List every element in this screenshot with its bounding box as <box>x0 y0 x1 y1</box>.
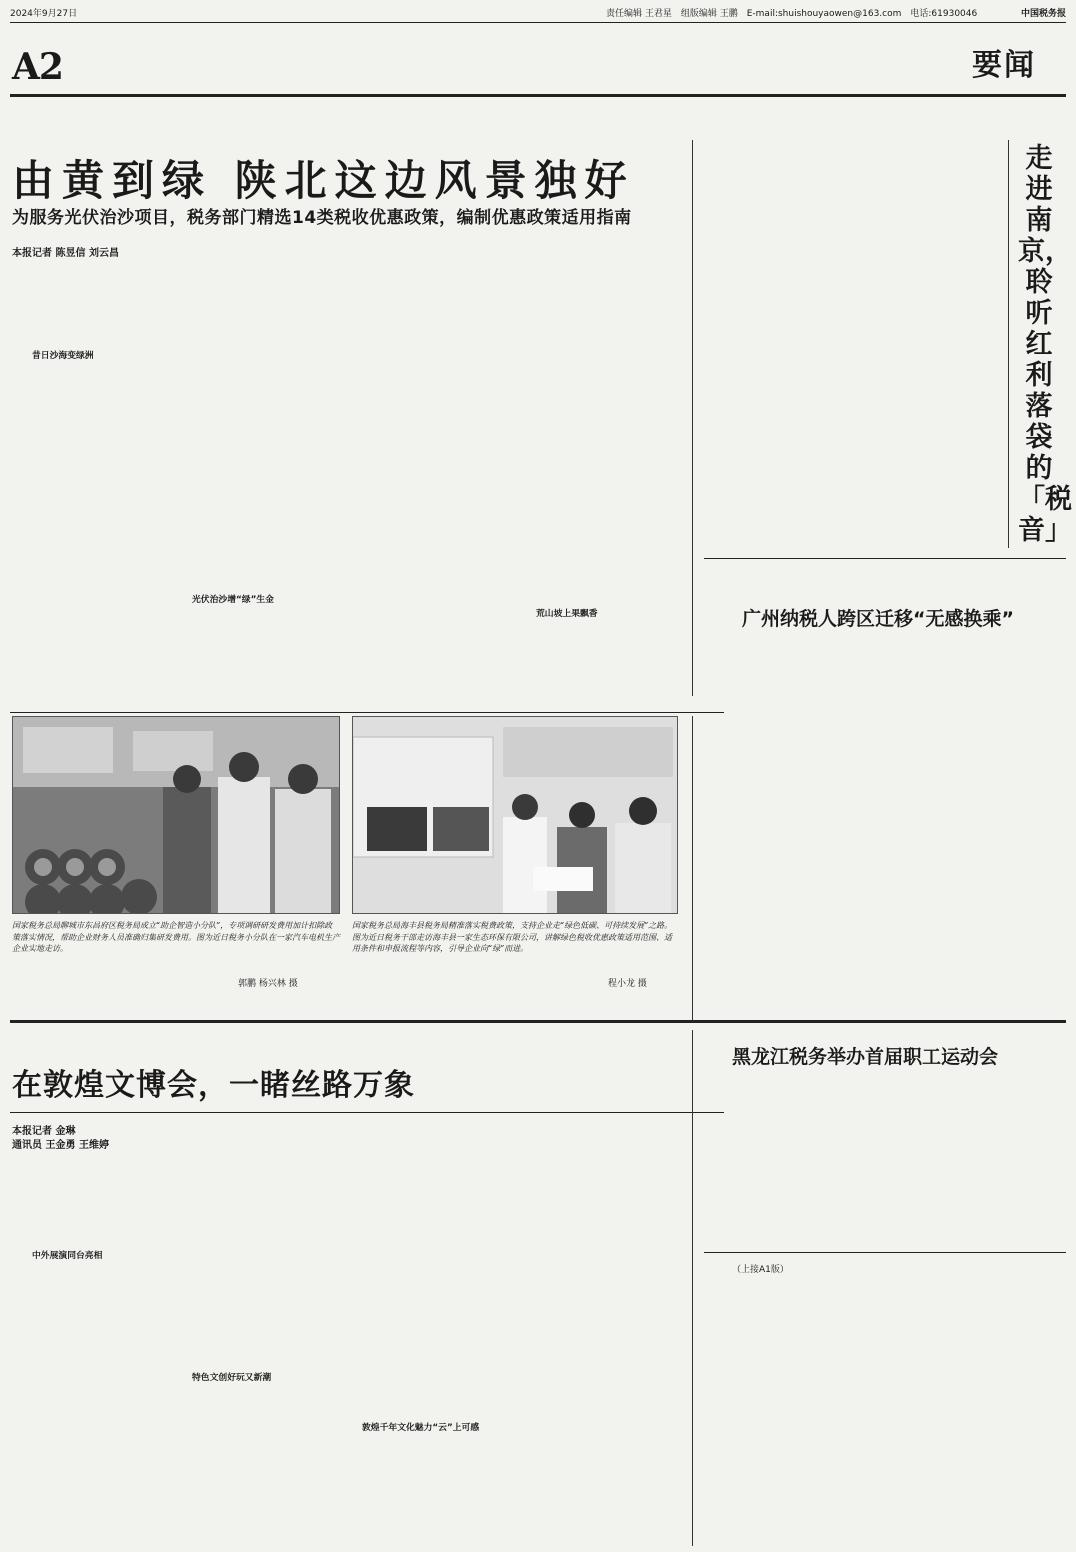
column-divider <box>692 716 693 1020</box>
continued-column-1 <box>732 1276 890 1546</box>
dunhuang-subheading: 敦煌千年文化魅力“云”上可感 <box>362 1423 480 1433</box>
lead-column-3 <box>346 244 506 690</box>
lead-column-2 <box>172 244 336 690</box>
heilongjiang-headline: 黑龙江税务举办首届职工运动会 <box>732 1046 999 1068</box>
right-photo <box>352 716 678 914</box>
nanjing-article-body <box>704 144 1000 548</box>
masthead-rule <box>10 94 1066 97</box>
right-photo-credit: 程小龙 摄 <box>608 979 647 989</box>
dunhuang-byline: 本报记者 金琳 <box>12 1126 76 1137</box>
continued-label: （上接A1版） <box>732 1265 789 1275</box>
section-name: 要闻 <box>972 48 1036 83</box>
lead-subheading: 昔日沙海变绿洲 <box>32 351 94 361</box>
guangzhou-column-1 <box>732 650 890 1014</box>
heilongjiang-column-2 <box>902 1080 1064 1246</box>
lead-column-4 <box>516 244 682 690</box>
issue-date: 2024年9月27日 <box>10 9 78 19</box>
lead-byline: 本报记者 陈昱信 刘云昌 <box>12 248 119 259</box>
dunhuang-column-3 <box>342 1122 506 1544</box>
nanjing-headline: 走进南京，聆听红利落袋的「税音」 <box>1018 143 1072 546</box>
header-rule <box>10 22 1066 23</box>
column-divider <box>1008 140 1009 548</box>
heilongjiang-column-1 <box>732 1080 890 1246</box>
lead-subheading: 荒山坡上果飘香 <box>536 609 598 619</box>
column-divider <box>692 1030 693 1546</box>
lead-subheading: 光伏治沙增“绿”生金 <box>192 595 274 605</box>
left-photo-caption: 国家税务总局聊城市东昌府区税务局成立“助企智造小分队”，专项调研研发费用加计扣除政策落实情况，帮助企业财务人员准确归集研发费用。图为近日税务小分队在一家汽车电机生产企业实地走访。 <box>12 921 340 953</box>
dunhuang-subheading: 特色文创好玩又新潮 <box>192 1373 272 1383</box>
dunhuang-column-4 <box>516 1122 684 1544</box>
column-divider <box>692 140 693 696</box>
lead-subheadline: 为服务光伏治沙项目，税务部门精选14类税收优惠政策，编制优惠政策适用指南 <box>12 208 632 228</box>
left-photo-image <box>13 717 340 914</box>
left-photo <box>12 716 340 914</box>
paper-name: 中国税务报 <box>1020 9 1066 19</box>
dunhuang-column-1 <box>12 1152 162 1544</box>
right-photo-image <box>353 717 678 914</box>
lead-column-1 <box>12 262 162 690</box>
dunhuang-headline: 在敦煌文博会，一睹丝路万象 <box>12 1068 415 1103</box>
dunhuang-byline: 通讯员 王金勇 王维婷 <box>12 1140 109 1151</box>
section-rule <box>704 558 1066 559</box>
lead-headline: 由黄到绿 陕北这边风景独好 <box>12 156 635 205</box>
editor-info: 责任编辑 王君星 组版编辑 王鹏 E-mail:shuishouyaowen@163.com 电话:61930046 <box>606 9 978 19</box>
section-rule <box>10 1112 724 1113</box>
dunhuang-column-2 <box>172 1122 332 1544</box>
page-number: A2 <box>12 46 63 88</box>
section-rule <box>10 1020 1066 1023</box>
section-rule <box>10 712 724 713</box>
left-photo-credit: 郭鹏 杨兴林 摄 <box>238 979 298 989</box>
section-rule <box>704 1252 1066 1253</box>
continued-column-2 <box>902 1276 1064 1546</box>
right-photo-caption: 国家税务总局海丰县税务局精准落实税费政策，支持企业走“绿色低碳、可持续发展”之路。图为近日税务干部走访海丰县一家生态环保有限公司，讲解绿色税收优惠政策适用范围、适用条件和申报流程等内容，引导企业向“绿”而进。 <box>352 921 673 953</box>
guangzhou-headline: 广州纳税人跨区迁移“无感换乘” <box>742 608 1014 630</box>
dunhuang-subheading: 中外展演同台亮相 <box>32 1251 103 1261</box>
guangzhou-column-2 <box>902 650 1064 1014</box>
page-header <box>10 6 1066 20</box>
